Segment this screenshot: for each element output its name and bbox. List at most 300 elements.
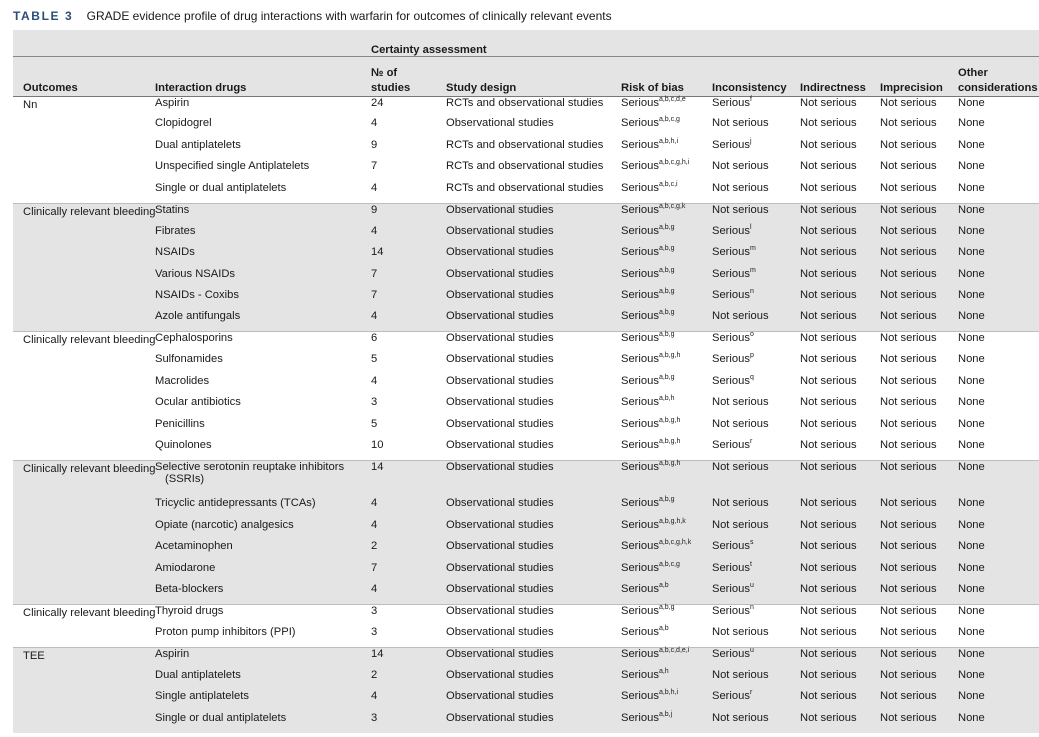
- inconsistency-cell-text: Not serious: [712, 181, 769, 194]
- other-considerations-cell: None: [948, 583, 1039, 604]
- study-design-cell: RCTs and observational studies: [446, 160, 604, 173]
- num-studies-cell: 3: [361, 712, 436, 733]
- indirectness-cell: Not serious: [790, 605, 870, 626]
- risk-of-bias-cell: [611, 268, 702, 289]
- drug-name: Beta-blockers: [155, 583, 224, 596]
- study-design-cell: Observational studies: [446, 626, 554, 639]
- table-header: [13, 30, 1039, 96]
- other-considerations-cell: None: [958, 138, 985, 151]
- risk-of-bias-cell-text: Serious: [621, 396, 659, 409]
- study-design-cell: Observational studies: [436, 497, 611, 518]
- footnote-marker: a,b,g: [658, 287, 675, 295]
- study-design-cell: Observational studies: [436, 605, 611, 626]
- risk-of-bias-cell-text: Serious: [621, 497, 659, 510]
- inconsistency-cell-text: Not serious: [712, 117, 769, 130]
- study-design-cell: Observational studies: [446, 396, 554, 409]
- imprecision-cell: Not serious: [880, 160, 937, 173]
- imprecision-cell: Not serious: [870, 669, 948, 690]
- table-row: [13, 96, 1039, 117]
- evidence-table: [13, 30, 1039, 733]
- table-row: [13, 418, 1039, 439]
- risk-of-bias-cell: [611, 182, 702, 203]
- inconsistency-cell: [702, 460, 790, 497]
- interaction-drug-cell: [145, 203, 361, 224]
- study-design-cell: Observational studies: [436, 289, 611, 310]
- inconsistency-cell-text: Not serious: [712, 396, 769, 409]
- drug-name: Clopidogrel: [155, 117, 212, 130]
- indirectness-cell: Not serious: [790, 225, 870, 246]
- inconsistency-cell: [702, 562, 790, 583]
- drug-name: Statins: [155, 203, 190, 216]
- footnote-marker: n: [749, 287, 754, 295]
- risk-of-bias-cell: [611, 439, 702, 460]
- table-row: [13, 690, 1039, 711]
- indirectness-cell: Not serious: [800, 439, 857, 451]
- num-studies-cell: 4: [361, 583, 436, 604]
- interaction-drug-cell: [145, 418, 361, 439]
- study-design-cell: Observational studies: [446, 374, 554, 387]
- num-studies-cell: 4: [361, 310, 436, 331]
- table-row: [13, 225, 1039, 246]
- study-design-cell: Observational studies: [436, 310, 611, 331]
- other-considerations-cell: None: [958, 439, 985, 451]
- risk-of-bias-cell: [611, 139, 702, 160]
- risk-of-bias-cell-text: Serious: [621, 439, 659, 451]
- other-considerations-cell: None: [948, 669, 1039, 690]
- inconsistency-cell: [702, 96, 790, 117]
- risk-of-bias-cell: [611, 669, 702, 690]
- imprecision-cell: Not serious: [880, 417, 937, 430]
- footnote-marker: a,b,g: [658, 309, 675, 317]
- other-considerations-cell: None: [948, 562, 1039, 583]
- table-row: [13, 203, 1039, 224]
- drug-name: NSAIDs - Coxibs: [155, 288, 239, 301]
- risk-of-bias-cell: [611, 583, 702, 604]
- num-studies-cell: 4: [361, 225, 436, 246]
- footnote-marker: a,b,c,g,h,i: [658, 159, 690, 167]
- risk-of-bias-cell: [611, 96, 702, 117]
- num-studies-cell: 3: [371, 396, 378, 409]
- imprecision-cell: Not serious: [880, 96, 937, 109]
- study-design-cell: Observational studies: [436, 562, 611, 583]
- interaction-drug-cell: [145, 289, 361, 310]
- inconsistency-cell: [702, 182, 790, 203]
- drug-name: Thyroid drugs: [155, 605, 224, 618]
- risk-of-bias-cell: [611, 690, 702, 711]
- risk-of-bias-cell: [611, 160, 702, 181]
- interaction-drug-cell: [145, 396, 361, 417]
- table-row: [13, 246, 1039, 267]
- num-studies-cell: 7: [361, 289, 436, 310]
- risk-of-bias-cell-text: Serious: [621, 626, 659, 639]
- num-studies-cell: 9: [371, 138, 378, 151]
- table-row: [13, 182, 1039, 203]
- inconsistency-cell-text: Serious: [712, 690, 750, 703]
- col-interaction-drugs: Interaction drugs: [145, 56, 361, 96]
- inconsistency-cell-text: Not serious: [712, 518, 769, 531]
- other-considerations-cell: None: [948, 310, 1039, 331]
- risk-of-bias-cell-text: Serious: [621, 160, 659, 173]
- risk-of-bias-cell-text: Serious: [621, 540, 659, 553]
- risk-of-bias-cell: [611, 519, 702, 540]
- imprecision-cell: Not serious: [870, 332, 948, 353]
- imprecision-cell: Not serious: [880, 353, 937, 366]
- num-studies-cell: 14: [361, 460, 436, 497]
- other-considerations-cell: None: [958, 396, 985, 409]
- indirectness-cell: Not serious: [790, 246, 870, 267]
- risk-of-bias-cell-text: Serious: [621, 96, 659, 109]
- indirectness-cell: Not serious: [790, 268, 870, 289]
- risk-of-bias-cell-text: Serious: [621, 690, 659, 703]
- other-considerations-cell: None: [948, 540, 1039, 561]
- footnote-marker: l: [749, 223, 752, 231]
- indirectness-cell: Not serious: [790, 310, 870, 331]
- drug-name: Opiate (narcotic) analgesics: [155, 518, 294, 531]
- table-row: [13, 562, 1039, 583]
- footnote-marker: a,b,g: [658, 604, 675, 612]
- risk-of-bias-cell-text: Serious: [621, 224, 659, 237]
- table-row: [13, 310, 1039, 331]
- footnote-marker: a,b,j: [658, 710, 673, 718]
- risk-of-bias-cell: [611, 289, 702, 310]
- inconsistency-cell-text: Serious: [712, 648, 750, 660]
- inconsistency-cell: [702, 396, 790, 417]
- indirectness-cell: Not serious: [790, 540, 870, 561]
- imprecision-cell: Not serious: [870, 310, 948, 331]
- inconsistency-cell-text: Serious: [712, 374, 750, 387]
- inconsistency-cell-text: Serious: [712, 540, 750, 553]
- indirectness-cell: Not serious: [790, 460, 870, 497]
- other-considerations-cell: None: [958, 626, 985, 639]
- study-design-cell: Observational studies: [436, 519, 611, 540]
- drug-name: Penicillins: [155, 417, 205, 430]
- study-design-cell: Observational studies: [436, 540, 611, 561]
- risk-of-bias-cell: [611, 626, 702, 647]
- drug-name: Dual antiplatelets: [155, 668, 241, 681]
- risk-of-bias-cell: [611, 562, 702, 583]
- risk-of-bias-cell: [611, 605, 702, 626]
- other-considerations-cell: None: [948, 203, 1039, 224]
- imprecision-cell: Not serious: [880, 374, 937, 387]
- footnote-marker: j: [749, 137, 752, 145]
- inconsistency-cell-text: Not serious: [712, 310, 769, 323]
- study-design-cell: Observational studies: [436, 268, 611, 289]
- imprecision-cell: Not serious: [870, 583, 948, 604]
- footnote-marker: a,b,c,d,e: [658, 95, 686, 103]
- table-row: [13, 139, 1039, 160]
- other-considerations-cell: None: [948, 497, 1039, 518]
- table-title: GRADE evidence profile of drug interactions with warfarin for outcomes of clinically relevant events: [86, 9, 612, 23]
- footnote-marker: a,b,g,h,k: [658, 517, 686, 525]
- risk-of-bias-cell-text: Serious: [621, 711, 659, 724]
- risk-of-bias-cell-text: Serious: [621, 561, 659, 574]
- footnote-marker: a,b,g: [658, 223, 675, 231]
- imprecision-cell: Not serious: [870, 289, 948, 310]
- risk-of-bias-cell-text: Serious: [621, 605, 659, 618]
- footnote-marker: a,b,g,h: [658, 416, 681, 424]
- indirectness-cell: Not serious: [790, 332, 870, 353]
- indirectness-cell: Not serious: [790, 690, 870, 711]
- indirectness-cell: Not serious: [800, 396, 857, 409]
- inconsistency-cell: [702, 497, 790, 518]
- drug-name: Various NSAIDs: [155, 267, 235, 280]
- risk-of-bias-cell-text: Serious: [621, 181, 659, 194]
- interaction-drug-cell: [145, 182, 361, 203]
- other-considerations-cell: None: [958, 417, 985, 430]
- inconsistency-cell-text: Not serious: [712, 417, 769, 430]
- col-indirectness: Indirectness: [790, 56, 870, 96]
- imprecision-cell: Not serious: [870, 225, 948, 246]
- col-inconsistency: Inconsistency: [702, 56, 790, 96]
- risk-of-bias-cell: [611, 310, 702, 331]
- num-studies-cell: 10: [371, 439, 384, 451]
- inconsistency-cell: [702, 160, 790, 181]
- inconsistency-cell: [702, 268, 790, 289]
- num-studies-cell: 4: [371, 181, 378, 194]
- drug-name: Acetaminophen: [155, 540, 233, 553]
- risk-of-bias-cell-text: Serious: [621, 288, 659, 301]
- footnote-marker: q: [749, 373, 754, 381]
- footnote-marker: u: [749, 647, 754, 654]
- inconsistency-cell-text: Not serious: [712, 711, 769, 724]
- num-studies-cell: 5: [371, 417, 378, 430]
- risk-of-bias-cell: [611, 712, 702, 733]
- inconsistency-cell-text: Not serious: [712, 203, 769, 216]
- drug-name-line2: (SSRIs): [165, 472, 205, 485]
- study-design-cell: Observational studies: [446, 117, 554, 130]
- table-row: [13, 332, 1039, 353]
- imprecision-cell: Not serious: [870, 203, 948, 224]
- outcome-cell: Nn: [23, 98, 38, 111]
- indirectness-cell: Not serious: [790, 289, 870, 310]
- inconsistency-cell-text: Not serious: [712, 497, 769, 510]
- other-considerations-cell: None: [948, 246, 1039, 267]
- imprecision-cell: Not serious: [880, 117, 937, 130]
- study-design-cell: Observational studies: [436, 712, 611, 733]
- footnote-marker: a,b,c,i: [658, 180, 678, 188]
- drug-name: Unspecified single Antiplatelets: [155, 160, 310, 173]
- footnote-marker: m: [749, 266, 756, 274]
- other-considerations-cell: None: [948, 519, 1039, 540]
- inconsistency-cell: [702, 225, 790, 246]
- col-num-studies: № of studies: [361, 56, 436, 96]
- footnote-marker: r: [749, 438, 753, 445]
- num-studies-cell: 14: [361, 246, 436, 267]
- study-design-cell: Observational studies: [446, 353, 554, 366]
- indirectness-cell: Not serious: [790, 203, 870, 224]
- num-studies-cell: 3: [371, 626, 378, 639]
- interaction-drug-cell: [145, 669, 361, 690]
- other-considerations-cell: None: [958, 96, 985, 109]
- interaction-drug-cell: [145, 160, 361, 181]
- interaction-drug-cell: [145, 712, 361, 733]
- footnote-marker: o: [749, 331, 754, 339]
- outcome-cell: Clinically relevant bleeding: [13, 203, 145, 332]
- interaction-drug-cell: [145, 519, 361, 540]
- inconsistency-cell: [702, 246, 790, 267]
- imprecision-cell: Not serious: [880, 396, 937, 409]
- drug-name: Fibrates: [155, 224, 196, 237]
- footnote-marker: n: [749, 604, 754, 612]
- table-caption: [13, 9, 612, 23]
- inconsistency-cell-text: Serious: [712, 583, 750, 596]
- risk-of-bias-cell: [611, 396, 702, 417]
- inconsistency-cell-text: Serious: [712, 605, 750, 618]
- col-other-considerations: Other considerations: [948, 56, 1039, 96]
- inconsistency-cell: [702, 310, 790, 331]
- num-studies-cell: 4: [371, 374, 378, 387]
- interaction-drug-cell: [145, 353, 361, 374]
- indirectness-cell: Not serious: [800, 181, 857, 194]
- risk-of-bias-cell-text: Serious: [621, 583, 659, 596]
- footnote-marker: a,b,c,g: [658, 116, 680, 124]
- num-studies-cell: 4: [371, 117, 378, 130]
- imprecision-cell: Not serious: [880, 439, 937, 451]
- study-design-cell: RCTs and observational studies: [446, 181, 604, 194]
- other-considerations-cell: None: [948, 289, 1039, 310]
- risk-of-bias-cell-text: Serious: [621, 203, 659, 216]
- indirectness-cell: Not serious: [800, 626, 857, 639]
- outcome-cell: Clinically relevant bleeding: [13, 605, 145, 648]
- interaction-drug-cell: [145, 648, 361, 669]
- interaction-drug-cell: [145, 497, 361, 518]
- other-considerations-cell: None: [948, 690, 1039, 711]
- interaction-drug-cell: [145, 332, 361, 353]
- study-design-cell: Observational studies: [436, 669, 611, 690]
- drug-name: Single antiplatelets: [155, 690, 249, 703]
- risk-of-bias-cell: [611, 540, 702, 561]
- table-row: [13, 497, 1039, 518]
- indirectness-cell: Not serious: [800, 417, 857, 430]
- inconsistency-cell-text: Serious: [712, 267, 750, 280]
- study-design-cell: Observational studies: [446, 439, 554, 451]
- footnote-marker: a,b,c,g,k: [658, 202, 686, 210]
- inconsistency-cell: [702, 626, 790, 647]
- footnote-marker: m: [749, 245, 756, 253]
- risk-of-bias-cell-text: Serious: [621, 353, 659, 366]
- interaction-drug-cell: [145, 562, 361, 583]
- study-design-cell: Observational studies: [436, 690, 611, 711]
- imprecision-cell: Not serious: [870, 460, 948, 497]
- footnote-marker: a,b,c,d,e,i: [658, 647, 690, 654]
- num-studies-cell: 7: [371, 160, 378, 173]
- drug-name: Ocular antibiotics: [155, 396, 241, 409]
- interaction-drug-cell: [145, 375, 361, 396]
- inconsistency-cell-text: Not serious: [712, 668, 769, 681]
- imprecision-cell: Not serious: [870, 648, 948, 669]
- inconsistency-cell-text: Serious: [712, 561, 750, 574]
- study-design-cell: Observational studies: [436, 460, 611, 497]
- imprecision-cell: Not serious: [880, 138, 937, 151]
- interaction-drug-cell: [145, 310, 361, 331]
- footnote-marker: a,b,g: [658, 496, 675, 504]
- study-design-cell: Observational studies: [446, 417, 554, 430]
- footnote-marker: a,b,h,i: [658, 137, 679, 145]
- footnote-marker: a,b,g: [658, 245, 675, 253]
- imprecision-cell: Not serious: [870, 712, 948, 733]
- footnote-marker: a,b: [658, 625, 669, 633]
- other-considerations-cell: None: [958, 374, 985, 387]
- risk-of-bias-cell: [611, 246, 702, 267]
- num-studies-cell: 6: [361, 332, 436, 353]
- drug-name: Aspirin: [155, 648, 190, 660]
- num-studies-cell: 7: [361, 562, 436, 583]
- footnote-marker: a,b: [658, 582, 669, 590]
- risk-of-bias-cell: [611, 648, 702, 669]
- study-design-cell: Observational studies: [436, 332, 611, 353]
- indirectness-cell: Not serious: [800, 374, 857, 387]
- risk-of-bias-cell: [611, 117, 702, 138]
- indirectness-cell: Not serious: [790, 648, 870, 669]
- risk-of-bias-cell-text: Serious: [621, 648, 659, 660]
- other-considerations-cell: None: [948, 268, 1039, 289]
- col-outcomes: Outcomes: [13, 56, 145, 96]
- risk-of-bias-cell-text: Serious: [621, 267, 659, 280]
- drug-name: Azole antifungals: [155, 310, 241, 323]
- drug-name: Dual antiplatelets: [155, 138, 241, 151]
- table-row: [13, 268, 1039, 289]
- imprecision-cell: Not serious: [870, 268, 948, 289]
- study-design-cell: Observational studies: [436, 225, 611, 246]
- inconsistency-cell: [702, 353, 790, 374]
- footnote-marker: a,b,g: [658, 331, 675, 339]
- inconsistency-cell: [702, 439, 790, 460]
- inconsistency-cell: [702, 519, 790, 540]
- imprecision-cell: Not serious: [870, 519, 948, 540]
- table-label: TABLE 3: [13, 9, 74, 23]
- table-row: [13, 540, 1039, 561]
- num-studies-cell: 14: [361, 648, 436, 669]
- footnote-marker: a,b,g: [658, 266, 675, 274]
- inconsistency-cell: [702, 117, 790, 138]
- footnote-marker: a,h: [658, 667, 669, 675]
- interaction-drug-cell: [145, 117, 361, 138]
- inconsistency-cell: [702, 289, 790, 310]
- footnote-marker: s: [749, 539, 754, 547]
- other-considerations-cell: None: [958, 353, 985, 366]
- table-row: [13, 583, 1039, 604]
- risk-of-bias-cell: [611, 332, 702, 353]
- num-studies-cell: 2: [361, 540, 436, 561]
- risk-of-bias-cell-text: Serious: [621, 374, 659, 387]
- footnote-marker: t: [749, 560, 752, 568]
- other-considerations-cell: None: [948, 712, 1039, 733]
- table-row: [13, 605, 1039, 626]
- indirectness-cell: Not serious: [800, 96, 857, 109]
- risk-of-bias-cell: [611, 353, 702, 374]
- table-row: [13, 289, 1039, 310]
- imprecision-cell: Not serious: [870, 690, 948, 711]
- drug-name: Tricyclic antidepressants (TCAs): [155, 497, 316, 510]
- certainty-assessment-header: Certainty assessment: [361, 30, 1039, 56]
- risk-of-bias-cell-text: Serious: [621, 310, 659, 323]
- study-design-cell: Observational studies: [436, 583, 611, 604]
- indirectness-cell: Not serious: [800, 160, 857, 173]
- other-considerations-cell: None: [948, 648, 1039, 669]
- other-considerations-cell: None: [948, 332, 1039, 353]
- inconsistency-cell-text: Serious: [712, 224, 750, 237]
- inconsistency-cell: [702, 583, 790, 604]
- col-study-design: Study design: [436, 56, 611, 96]
- footnote-marker: a,b,g,h: [658, 352, 681, 360]
- num-studies-cell: 4: [361, 519, 436, 540]
- inconsistency-cell: [702, 690, 790, 711]
- indirectness-cell: Not serious: [790, 497, 870, 518]
- table-row: [13, 626, 1039, 647]
- inconsistency-cell-text: Serious: [712, 353, 750, 366]
- imprecision-cell: Not serious: [880, 181, 937, 194]
- interaction-drug-cell: [145, 268, 361, 289]
